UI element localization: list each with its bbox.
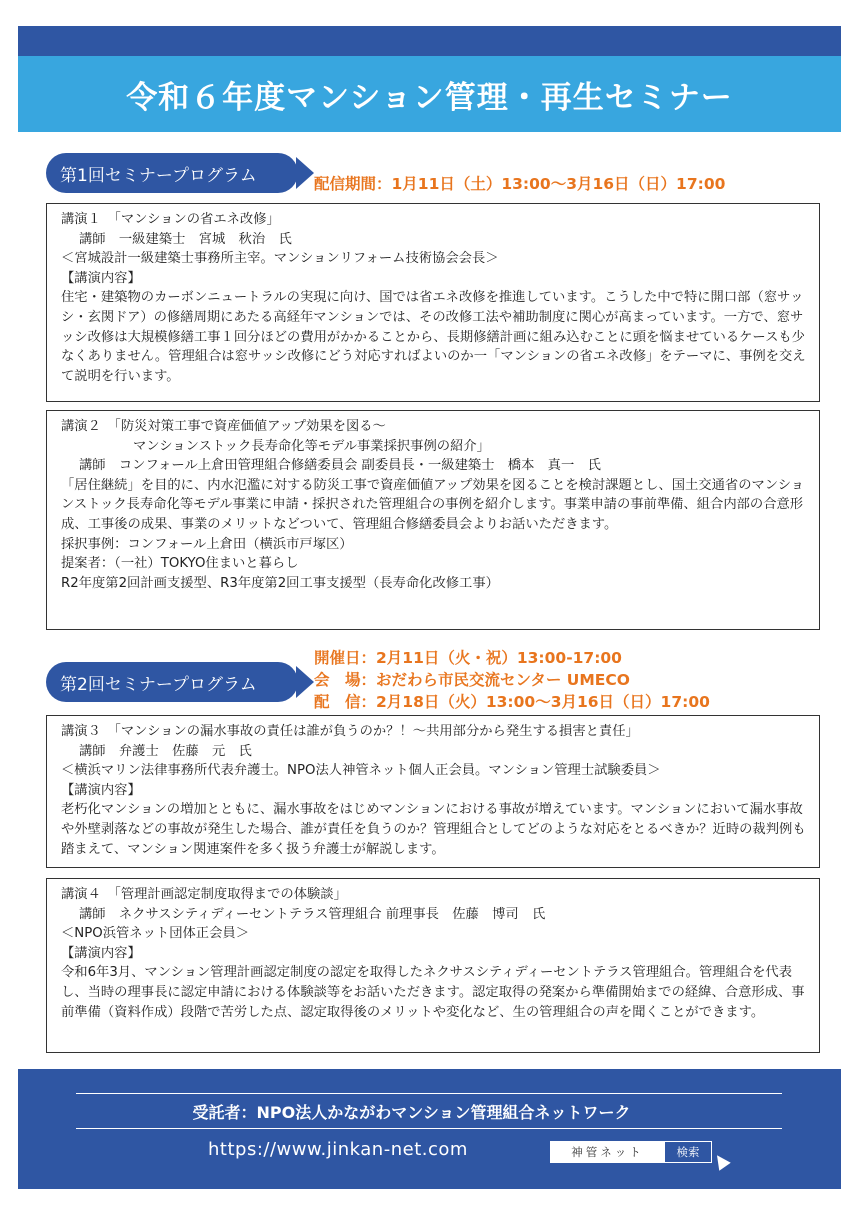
lecture2-body: 「居住継続」を目的に、内水氾濫に対する防災工事で資産価値アップ効果を図ることを検討課題とし、国土交通省のマンションストック長寿命化等モデル事業に申請・採択された管理組合の事例を紹介します。事業申請の事前準備、組合内部の合意形成、工事後の成果、事業のメリットなどついて、管理組合修繕委員会よりお話いただきます。 (61, 477, 805, 532)
lecture2-speaker: 講師 コンフォール上倉田管理組合修繕委員会 副委員長・一級建築士 橋本 真一 氏 (79, 458, 601, 474)
lecture2-title-line2: マンションストック長寿命化等モデル事業採択事例の紹介」 (133, 438, 490, 454)
lecture4-content-heading: 【講演内容】 (61, 945, 141, 961)
footer-band (18, 1069, 841, 1189)
program1-badge (46, 153, 298, 193)
program2-stream: 配 信：2月18日（火）13:00〜3月16日（日）17:00 (314, 693, 710, 711)
lecture3-box (46, 715, 820, 868)
contractor-label: 受託者：NPO法人かながわマンション管理組合ネットワーク (192, 1103, 631, 1122)
search-button[interactable]: 検索 (664, 1142, 711, 1162)
search-box[interactable] (550, 1141, 712, 1163)
lecture2-proposer: 提案者：（一社）TOKYO住まいと暮らし (61, 556, 299, 572)
lecture2-box (46, 410, 820, 630)
lecture4-speaker: 講師 ネクサスシティディーセントテラス管理組合 前理事長 佐藤 博司 氏 (79, 906, 546, 922)
header-banner (18, 56, 841, 132)
lecture4-title: 講演４ 「管理計画認定制度取得までの体験談」 (61, 887, 347, 902)
program2-date: 開催日：2月11日（火・祝）13:00-17:00 (314, 649, 622, 667)
search-term: 神管ネット (571, 1145, 644, 1159)
lecture1-content-heading: 【講演内容】 (61, 270, 141, 286)
program2-label: 第2回セミナープログラム (60, 674, 257, 695)
footer-rule-top (76, 1093, 782, 1094)
lecture1-box (46, 203, 820, 402)
program1-label: 第1回セミナープログラム (60, 165, 257, 186)
lecture1-body: 住宅・建築物のカーボンニュートラルの実現に向け、国では省エネ改修を推進しています。こうした中で特に開口部（窓サッシ・玄関ドア）の修繕周期にあたる高経年マンションでは、その改修工法や補助制度に関心が高まっています。一方で、窓サッシ改修は大規模修繕工事１回分ほどの費用がかかることから、長期修繕計画に組み込むことに頭を悩ませているケースも少なくありません。管理組合は窓サッシ改修にどう対応すればよいのか一「マンションの省エネ改修」をテーマに、事例を交えて説明を行います。 (61, 290, 806, 384)
program2-venue: 会 場：おだわら市民交流センター UMECO (314, 671, 630, 689)
lecture2-support-type: R2年度第2回計画支援型、R3年度第2回工事支援型（長寿命化改修工事） (61, 575, 499, 591)
program1-period: 配信期間：1月11日（土）13:00〜3月16日（日）17:00 (314, 175, 726, 193)
lecture1-affiliation: ＜宮城設計一級建築士事務所主宰。マンションリフォーム技術協会会長＞ (61, 251, 499, 267)
lecture3-speaker: 講師 弁護士 佐藤 元 氏 (79, 743, 252, 759)
lecture4-affiliation: ＜NPO浜管ネット団体正会員＞ (61, 926, 249, 942)
lecture3-body: 老朽化マンションの増加とともに、漏水事故をはじめマンションにおける事故が増えています。マンションにおいて漏水事故や外壁剥落などの事故が発生した場合、誰が責任を負うのか？管理組合としてどのような対応をとるべきか？近時の裁判例も踏まえて、マンション関連案件を多く扱う弁護士が解説します。 (61, 802, 806, 857)
program2-badge (46, 662, 298, 702)
lecture3-content-heading: 【講演内容】 (61, 782, 141, 798)
lecture4-body: 令和6年3月、マンション管理計画認定制度の認定を取得したネクサスシティディーセントテラス管理組合。管理組合を代表し、当時の理事長に認定申請における体験談等をお話いただきます。認定取得の発案から準備開始までの経緯、合意形成、事前準備（資料作成）段階で苦労した点、認定取得後のメリットや変化など、生の管理組合の声を聞くことができます。 (61, 965, 805, 1020)
lecture2-title-line1: 講演２ 「防災対策工事で資産価値アップ効果を図る〜 (61, 419, 386, 434)
lecture4-box (46, 878, 820, 1053)
lecture3-title: 講演３ 「マンションの漏水事故の責任は誰が負うのか？！〜共用部分から発生する損害と責任」 (61, 724, 639, 739)
header-top-strip (18, 26, 841, 56)
lecture1-title: 講演１ 「マンションの省エネ改修」 (61, 212, 280, 227)
lecture3-affiliation: ＜横浜マリン法律事務所代表弁護士。NPO法人神管ネット個人正会員。マンション管理士試験委員＞ (61, 763, 661, 779)
lecture1-speaker: 講師 一級建築士 宮城 秋治 氏 (79, 231, 292, 247)
website-link[interactable]: https://www.jinkan-net.com (208, 1139, 468, 1160)
footer-rule-bottom (76, 1128, 782, 1129)
page-title: 令和６年度マンション管理・再生セミナー (126, 79, 733, 116)
lecture2-case: 採択事例：コンフォール上倉田（横浜市戸塚区） (61, 536, 353, 552)
